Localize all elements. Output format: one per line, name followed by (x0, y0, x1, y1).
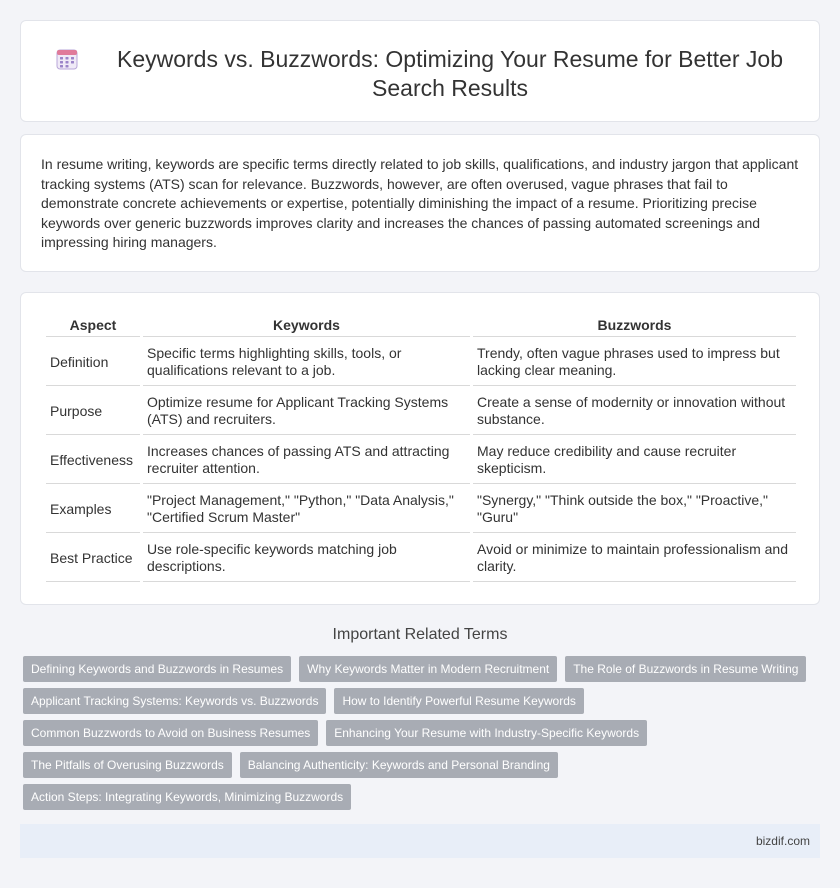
row-aspect: Effectiveness (46, 435, 140, 484)
row-keywords: Specific terms highlighting skills, tools, or qualifications relevant to a job. (143, 337, 470, 386)
related-terms-title: Important Related Terms (332, 626, 508, 643)
related-tag[interactable]: Action Steps: Integrating Keywords, Minimizing Buzzwords (23, 784, 351, 810)
table-row (46, 337, 796, 386)
related-tag[interactable]: How to Identify Powerful Resume Keywords (334, 688, 583, 714)
table-row (46, 386, 796, 435)
table-row (46, 533, 796, 582)
row-buzzwords: May reduce credibility and cause recruiter skepticism. (473, 435, 796, 484)
row-keywords: Increases chances of passing ATS and attracting recruiter attention. (143, 435, 470, 484)
intro-card (20, 134, 820, 272)
intro-paragraph: In resume writing, keywords are specific terms directly related to job skills, qualifications, and industry jargon that applicant tracking systems (ATS) scan for relevance. Buzzwords, however, are often overused, vague phrases that fail to demonstrate concrete achievements or expertise, potentially diminishing the impact of a resume. Prioritizing precise keywords over generic buzzwords improves clarity and increases the chances of passing automated screenings and impressing hiring managers. (41, 156, 799, 250)
page-title: Keywords vs. Buzzwords: Optimizing Your Resume for Better Job Search Results (116, 46, 783, 101)
row-buzzwords: "Synergy," "Think outside the box," "Proactive," "Guru" (473, 484, 796, 533)
table-row (46, 484, 796, 533)
site-name[interactable]: bizdif.com (755, 834, 810, 848)
row-buzzwords: Create a sense of modernity or innovation without substance. (473, 386, 796, 435)
comparison-table (43, 315, 799, 582)
row-keywords: "Project Management," "Python," "Data Analysis," "Certified Scrum Master" (143, 484, 470, 533)
header-card (20, 20, 820, 122)
related-tag[interactable]: Applicant Tracking Systems: Keywords vs. Buzzwords (23, 688, 326, 714)
related-tag[interactable]: The Role of Buzzwords in Resume Writing (565, 656, 806, 682)
header-keywords: Keywords (143, 315, 470, 337)
row-aspect: Examples (46, 484, 140, 533)
related-terms-list (23, 656, 813, 816)
related-tag[interactable]: Balancing Authenticity: Keywords and Personal Branding (240, 752, 558, 778)
header-buzzwords: Buzzwords (473, 315, 796, 337)
related-tag[interactable]: Defining Keywords and Buzzwords in Resumes (23, 656, 291, 682)
row-keywords: Optimize resume for Applicant Tracking Systems (ATS) and recruiters. (143, 386, 470, 435)
row-buzzwords: Trendy, often vague phrases used to impress but lacking clear meaning. (473, 337, 796, 386)
related-tag[interactable]: The Pitfalls of Overusing Buzzwords (23, 752, 232, 778)
related-tag[interactable]: Why Keywords Matter in Modern Recruitment (299, 656, 557, 682)
row-aspect: Definition (46, 337, 140, 386)
comparison-table-card (20, 292, 820, 605)
table-row (46, 435, 796, 484)
table-header-row (46, 315, 796, 337)
row-aspect: Purpose (46, 386, 140, 435)
row-buzzwords: Avoid or minimize to maintain professionalism and clarity. (473, 533, 796, 582)
row-keywords: Use role-specific keywords matching job descriptions. (143, 533, 470, 582)
related-tag[interactable]: Common Buzzwords to Avoid on Business Resumes (23, 720, 318, 746)
header-aspect: Aspect (46, 315, 140, 337)
footer (20, 824, 820, 858)
row-aspect: Best Practice (46, 533, 140, 582)
related-tag[interactable]: Enhancing Your Resume with Industry-Specific Keywords (326, 720, 647, 746)
